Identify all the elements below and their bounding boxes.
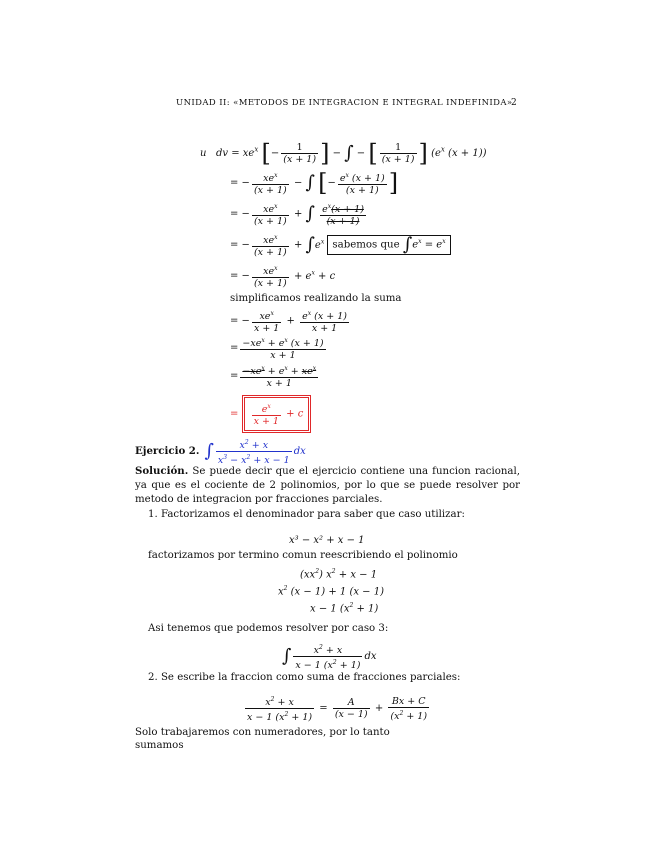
page-number: 2	[511, 98, 517, 108]
lhs-u-dv: u dv = $xe^x$	[200, 145, 259, 159]
solution-paragraph	[135, 465, 520, 506]
final-result: = $\frac{e^x}{x + 1}$ + c	[230, 395, 311, 433]
factor-line-2: $x^2$ (x − 1) + 1 (x − 1)	[278, 585, 385, 598]
derivation-line-8: = $\frac{-xe^x + e^x + xe^x}{x + 1}$	[230, 365, 317, 390]
step-1: 1. Factorizamos el denominador para saber que caso utilizar:	[148, 509, 465, 520]
factor-line-3: x − 1 $(x^2 + 1)$	[310, 602, 379, 615]
derivation-line-5: = − $\frac{xe^x}{(x + 1)}$ + $e^x + c$	[230, 265, 336, 290]
running-header: UNIDAD II: «METODOS DE INTEGRACION E INTEGRAL INDEFINIDA»	[176, 98, 513, 108]
step-1-polynomial: x³ − x² + x − 1	[289, 535, 365, 546]
closing-line-2: sumamos	[135, 740, 184, 751]
result-box: $\frac{e^x}{x + 1}$ + c	[242, 395, 312, 433]
exercise-2-heading: Ejercicio 2. ∫ $\frac{x^2 + x}{x^3 - x^2 + x - 1}$ dx	[135, 439, 306, 467]
derivation-line-4: = − $\frac{xe^x}{(x + 1)}$ + $\int e^x$ sabemos que $\int e^x = e^x$	[230, 232, 451, 258]
simplify-note: simplificamos realizando la suma	[230, 293, 402, 304]
case-3-integral: ∫ $\frac{x^2 + x}{x - 1 (x^2 + 1)}$ dx	[282, 644, 377, 672]
derivation-line-6: = − $\frac{xe^x}{x + 1}$ + $\frac{e^x (x + 1)}{x + 1}$	[230, 310, 347, 335]
exercise-label: Ejercicio 2.	[135, 445, 200, 458]
factor-text: factorizamos por termino comun reescribiendo el polinomio	[148, 550, 458, 561]
derivation-line-7: = $\frac{-xe^x + e^x (x + 1)}{x + 1}$	[230, 337, 324, 362]
case-text: Asi tenemos que podemos resolver por caso 3:	[148, 623, 389, 634]
derivation-line-1: u dv = $xe^x$ [− $\frac{1}{(x + 1)}$ ] − ∫ − [ $\frac{1}{(x + 1)}$ ] ($e^x$ (x + 1))	[200, 139, 487, 168]
derivation-line-2: = − $\frac{xe^x}{(x + 1)}$ − ∫ [− $\frac{e^x (x + 1)}{(x + 1)}$ ]	[230, 169, 399, 198]
solution-text: Se puede decir que el ejercicio contiene una funcion racional, ya que es el cociente de 2 polinomios, por lo que se puede resolver por metodo de integracion por fracciones parciales.	[135, 466, 520, 505]
closing-line-1: Solo trabajaremos con numeradores, por lo tanto	[135, 727, 390, 738]
partial-fractions: $\frac{x^2 + x}{x - 1 (x^2 + 1)}$ = $\frac{A}{(x - 1)}$ + $\frac{Bx + C}{(x^2 + 1)}$	[247, 695, 428, 724]
step-2: 2. Se escribe la fraccion como suma de fracciones parciales:	[148, 672, 461, 683]
hint-box: sabemos que $\int e^x = e^x$	[327, 235, 450, 255]
derivation-line-3: = − $\frac{xe^x}{(x + 1)}$ + ∫ $\frac{e^x(x + 1)}{(x + 1)}$	[230, 203, 364, 228]
solution-label: Solución.	[135, 465, 189, 477]
factor-line-1: $(xx^2) x^2 + x - 1$	[300, 568, 378, 581]
